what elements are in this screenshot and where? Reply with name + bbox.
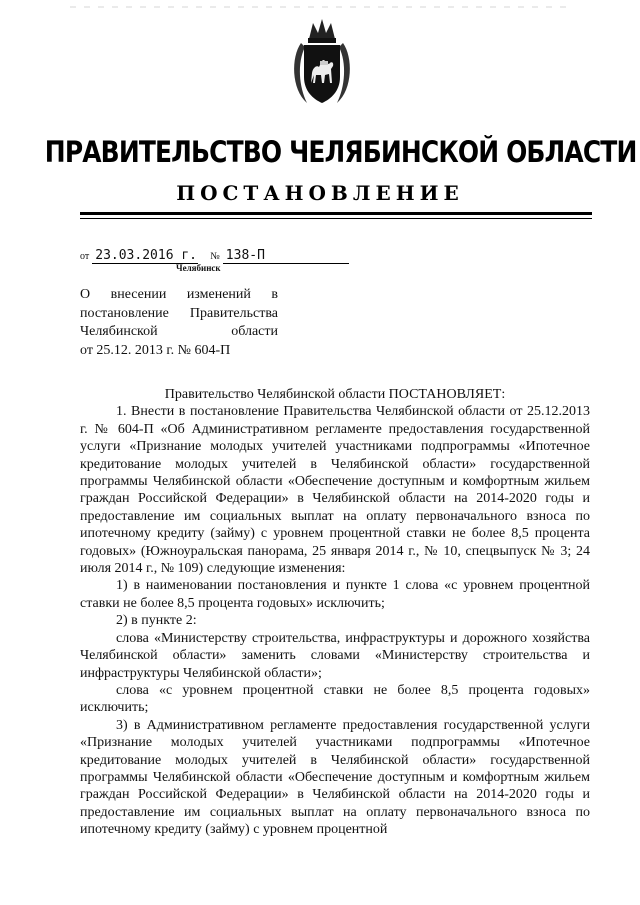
document-number: 138-П	[223, 248, 349, 264]
number-prefix: №	[210, 251, 220, 262]
scan-artifact	[70, 6, 570, 8]
city-label: Челябинск	[176, 263, 221, 273]
organization-title: ПРАВИТЕЛЬСТВО ЧЕЛЯБИНСКОЙ ОБЛАСТИ	[44, 135, 637, 169]
paragraph: слова «с уровнем процентной ставки не более 8,5 процента годовых» исключить;	[80, 682, 590, 716]
paragraph: 2) в пункте 2:	[116, 613, 197, 629]
paragraph: 3) в Административном регламенте предоставления государственной услуги «Признание молодых учителей участниками подпрограммы «Ипотечное кредитование молодых учителей в Челябинской области» государственной программы Челябинской области «Обеспечение доступным и комфортным жильем граждан Российской Федерации» в Челябинской области на 2014-2020 годы и предоставление им социальных выплат на оплату первоначального взноса по ипотечному кредиту (займу) с уровнем процентной	[80, 717, 590, 838]
document-subject	[80, 286, 278, 360]
subject-line: О внесении изменений в	[80, 287, 278, 302]
paragraph: 1) в наименовании постановления и пункте 1 слова «с уровнем процентной ставки не более 8,5 процента годовых» исключить;	[80, 578, 590, 611]
coat-of-arms-icon	[289, 17, 355, 111]
subject-line: Челябинской области	[80, 324, 278, 339]
date-prefix: от	[80, 251, 90, 262]
subject-line: от 25.12. 2013 г. № 604-П	[80, 342, 231, 358]
paragraph: слова «Министерству строительства, инфраструктуры и дорожного хозяйства Челябинской области» заменить словами «Министерству строительства и инфраструктуры Челябинской области»;	[80, 630, 590, 681]
document-body	[80, 386, 590, 839]
header-rule-thin	[80, 218, 592, 219]
document-meta	[80, 248, 349, 264]
document-date: 23.03.2016 г.	[92, 248, 198, 264]
preamble: Правительство Челябинской области ПОСТАНОВЛЯЕТ:	[164, 387, 506, 402]
document-type: ПОСТАНОВЛЕНИЕ	[176, 181, 464, 205]
subject-line: постановление Правительства	[80, 305, 278, 321]
header-rule-thick	[80, 212, 592, 215]
paragraph: 1. Внести в постановление Правительства Челябинской области от 25.12.2013 г. № 604-П «Об Административном регламенте предоставления государственной услуги «Признание молодых учителей участниками подпрограммы «Ипотечное кредитование молодых учителей в Челябинской области» государственной программы Челябинской области «Обеспечение доступным и комфортным жильем граждан Российской Федерации» в Челябинской области на 2014-2020 годы и предоставление им социальных выплат на оплату первоначального взноса по ипотечному кредиту (займу) с уровнем процентной ставки не более 8,5 процента годовых» (Южноуральская панорама, 25 января 2014 г., № 10, спецвыпуск № 3; 24 июля 2014 г., № 109) следующие изменения:	[80, 404, 590, 577]
